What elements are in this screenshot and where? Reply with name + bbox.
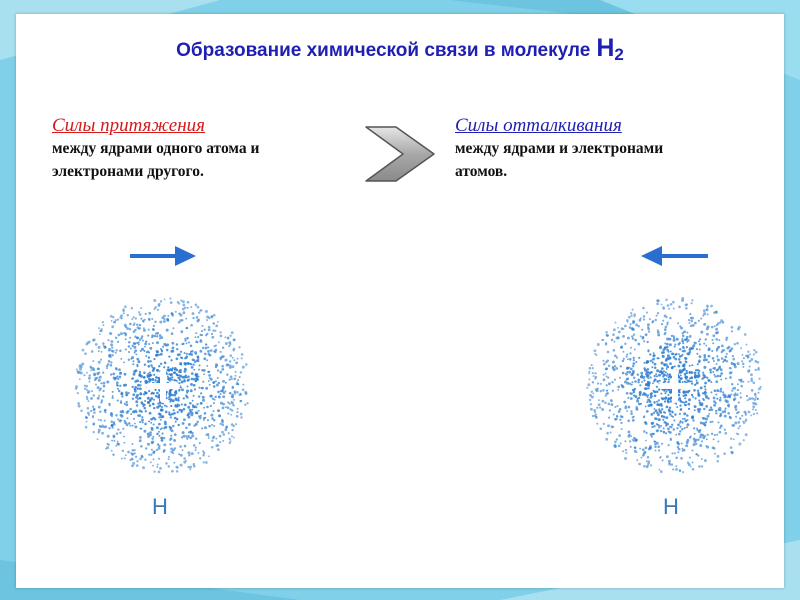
attraction-heading: Силы притяжения (52, 115, 205, 136)
molecule-subscript: 2 (614, 45, 624, 64)
arrow-left-icon (641, 246, 708, 266)
repulsion-line-1: между ядрами и электронами (455, 140, 664, 157)
title-text: Образование химической связи в молекуле (176, 40, 591, 61)
atom-label-left: H (152, 494, 168, 519)
attraction-line-2: электронами другого. (52, 163, 204, 180)
greater-than-chevron-icon (366, 127, 434, 181)
molecule-symbol: H (596, 34, 615, 62)
attraction-line-1: между ядрами одного атома и (52, 140, 260, 157)
atom-label-right: H (663, 494, 679, 519)
repulsion-line-2: атомов. (455, 163, 508, 180)
repulsion-heading: Силы отталкивания (455, 115, 622, 136)
arrow-right-icon (130, 246, 196, 266)
